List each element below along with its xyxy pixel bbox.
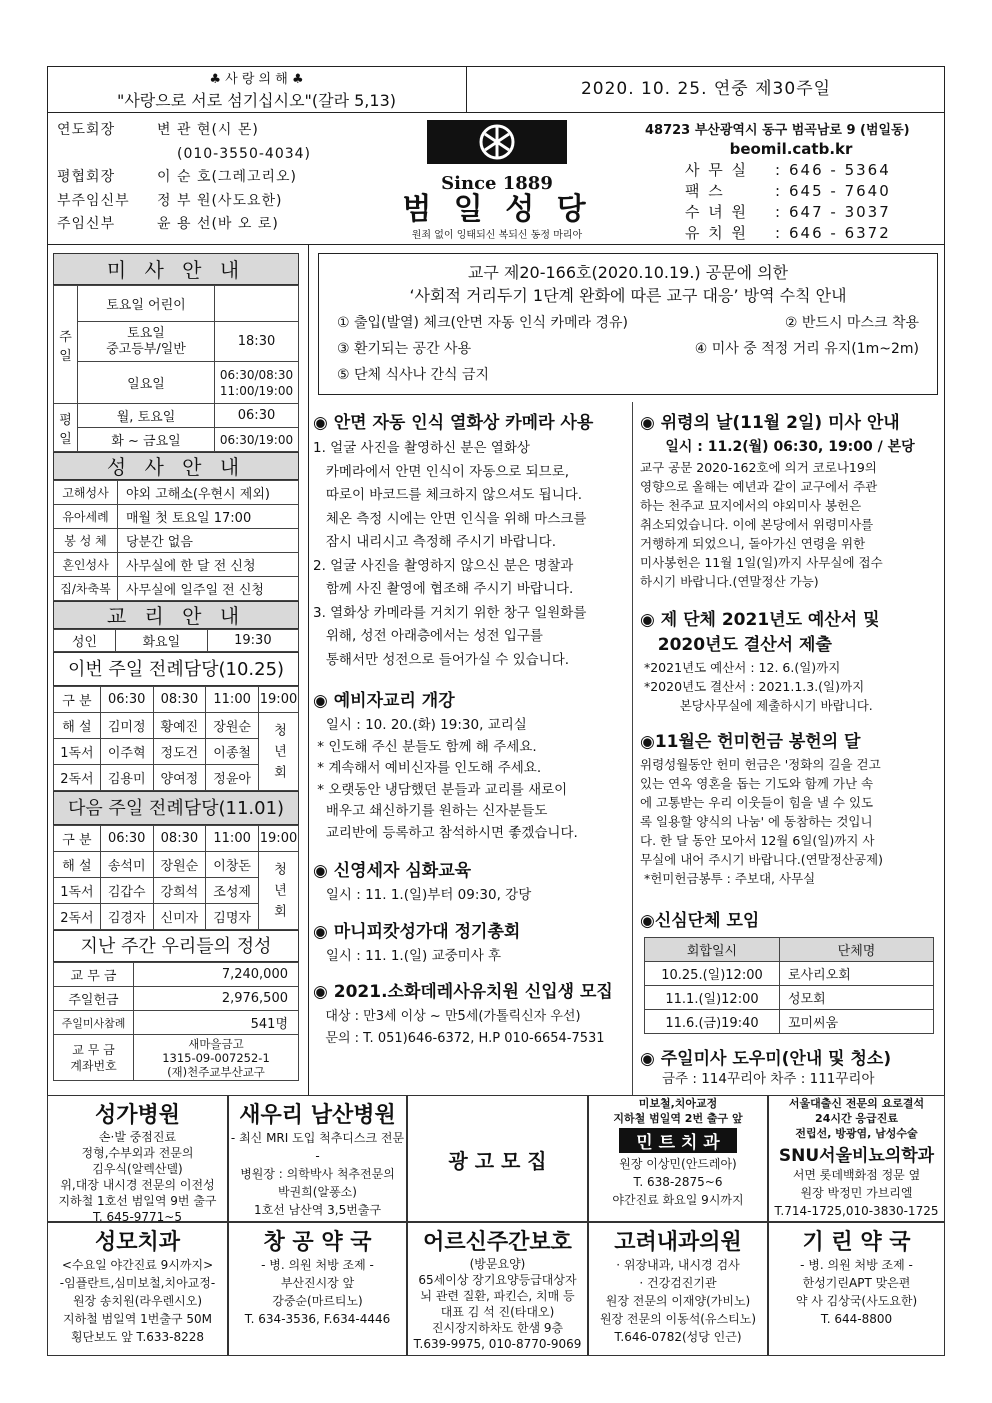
since-label: Since 1889 xyxy=(441,173,553,194)
ad-line: 원장 박정민 가브리엘 xyxy=(800,1186,913,1200)
catechism-table xyxy=(53,629,299,652)
offering-value: 7,240,000 xyxy=(134,963,299,987)
article xyxy=(313,408,631,672)
article-line: 함께 사진 촬영에 협조해 주시기 바랍니다. xyxy=(313,581,574,597)
catechism-day: 화요일 xyxy=(115,630,207,652)
phone-row xyxy=(645,160,937,181)
liturgy-cell: 김미정 xyxy=(100,713,153,739)
staff-name: 이 순 호(그레고리오) xyxy=(157,169,298,185)
contact-block xyxy=(637,113,945,245)
staff-role: 평협회장 xyxy=(57,169,116,185)
article-line: 2. 얼굴 사진을 촬영하지 않으신 분은 명찰과 xyxy=(313,557,574,574)
ad-line: T. 644-8800 xyxy=(820,1312,893,1326)
ad-line: 횡단보도 앞 T.633-8228 xyxy=(70,1330,205,1344)
article-line: 따로이 바코드를 체크하지 않으셔도 됩니다. xyxy=(313,487,583,503)
meeting-table xyxy=(644,937,934,1034)
article-subtitle: 일시 : 11.2(월) 06:30, 19:00 / 본당 xyxy=(665,439,915,455)
liturgy-next-table xyxy=(53,825,299,930)
article-line: 다. 한 달 동안 모아서 12월 6일(일)까지 사 xyxy=(640,833,875,848)
ad-line: 정형,수부외과 전문의 xyxy=(81,1146,194,1160)
article-line: 미사봉헌은 11월 1일(일)까지 사무실에 접수 xyxy=(640,555,883,570)
article-line: 거행하게 되었으니, 돌아가신 연령을 위한 xyxy=(640,536,866,551)
church-name: 범 일 성 당 xyxy=(402,192,592,227)
article-line: * 계속해서 예비신자를 인도해 주세요. xyxy=(313,760,542,776)
phone-colon: : xyxy=(775,224,781,242)
liturgy-this-table xyxy=(53,686,299,791)
ad-line: 부산진시장 앞 xyxy=(280,1276,355,1290)
meeting-row xyxy=(645,962,934,986)
offering-name: 주일미사참례 xyxy=(54,1011,134,1035)
liturgy-cell: 김경자 xyxy=(100,904,153,930)
article-title: ◉ 예비자교리 개강 xyxy=(313,691,455,711)
phone-row xyxy=(645,223,937,244)
sacrament-name: 봉 성 체 xyxy=(54,529,118,553)
staff-role: 부주임신부 xyxy=(57,192,130,209)
meeting-group: 성모회 xyxy=(780,986,934,1010)
article-title: ◉ 안면 자동 인식 열화상 카메라 사용 xyxy=(313,413,594,433)
helpers-title: ◉ 주일미사 도우미(안내 및 청소) xyxy=(640,1049,892,1069)
liturgy-cell: 강희석 xyxy=(153,878,206,904)
article xyxy=(313,686,631,844)
mass-row-time: 06:30 xyxy=(215,404,299,428)
ad-line: 약 사 김상국(사도요한) xyxy=(795,1294,918,1308)
ad-line: 지하철 1호선 범일역 9번 출구 xyxy=(58,1194,217,1208)
ad-box xyxy=(768,1095,945,1222)
issue-date: 2020. 10. 25. 연중 제30주일 xyxy=(580,79,832,99)
mass-row-time: 06:30/19:00 xyxy=(215,428,299,452)
liturgy-cell: 해 설 xyxy=(54,713,101,739)
article-title: ◉ 제 단체 2021년도 예산서 및 2020년도 결산서 제출 xyxy=(640,610,880,655)
staff-row xyxy=(57,166,347,190)
logo-block xyxy=(357,113,637,245)
ad-line: 위,대장 내시경 전문의 이전성 xyxy=(60,1178,215,1192)
helpers-block xyxy=(640,1044,940,1090)
sacrament-row xyxy=(54,481,299,505)
ad-box xyxy=(228,1095,407,1222)
article xyxy=(640,727,940,888)
liturgy-row xyxy=(54,852,299,878)
motto: "사랑으로 서로 섬기십시오"(갈라 5,13) xyxy=(116,91,396,110)
sacrament-name: 유아세례 xyxy=(54,505,118,529)
ad-title: 성모치과 xyxy=(94,1230,180,1255)
mass-row-name: 일요일 xyxy=(78,362,215,404)
ad-line: T. 638-2875~6 xyxy=(633,1175,723,1189)
account-label: 교 무 금 계좌번호 xyxy=(54,1035,134,1081)
phone-colon: : xyxy=(775,161,781,179)
weekday-label: 평 일 xyxy=(54,404,78,452)
ad-top-line: 24시간 응급진료 xyxy=(815,1112,898,1125)
articles-right xyxy=(640,408,940,888)
ad-title: 새우리 남산병원 xyxy=(239,1103,396,1128)
mass-row-time xyxy=(215,286,299,322)
meeting-when: 10.25.(일)12:00 xyxy=(645,962,780,986)
ad-line: 병원장 : 의학박사 척추전문의 xyxy=(240,1167,395,1181)
liturgy-cell: 정윤아 xyxy=(206,765,259,791)
liturgy-header xyxy=(54,826,299,852)
ad-line: (방문요양) xyxy=(469,1257,526,1271)
liturgy-cell: 이종철 xyxy=(206,739,259,765)
liturgy-cell: 1독서 xyxy=(54,739,101,765)
liturgy-cell: 장원순 xyxy=(206,713,259,739)
ad-title: 기 린 약 국 xyxy=(802,1230,911,1255)
ad-title: 고려내과의원 xyxy=(614,1230,742,1255)
article-line: 교구 공문 2020-162호에 의거 코로나19의 xyxy=(640,460,877,475)
liturgy-youth: 청 년 회 xyxy=(259,713,299,791)
article-line: 위령성월동안 헌미 헌금은 '정화의 길을 걷고 xyxy=(640,757,881,772)
article-line: 록 일용할 양식의 나눔' 에 동참하는 것입니 xyxy=(640,814,873,829)
ad-box xyxy=(407,1095,588,1222)
staff-list xyxy=(57,119,347,237)
liturgy-cell: 1독서 xyxy=(54,878,101,904)
phone-label: 사 무 실 xyxy=(685,161,749,179)
liturgy-header xyxy=(54,687,299,713)
liturgy-cell: 김용미 xyxy=(100,765,153,791)
ad-box xyxy=(588,1222,768,1356)
column-divider xyxy=(308,245,309,1095)
sacrament-value: 사무실에 한 달 전 신청 xyxy=(118,553,299,577)
staff-role: 연도회장 xyxy=(57,122,116,138)
article-line: 하시기 바랍니다.(연말정산 가능) xyxy=(640,574,819,589)
liturgy-this-title: 이번 주일 전례담당(10.25) xyxy=(53,652,299,686)
liturgy-header-cell: 구 분 xyxy=(54,826,101,852)
mass-row-name: 월, 토요일 xyxy=(78,404,215,428)
ad-line: - 병. 의원 처방 조제 - xyxy=(800,1258,913,1272)
article-line: * 인도해 주신 분들도 함께 해 주세요. xyxy=(313,738,537,755)
liturgy-cell: 황예진 xyxy=(153,713,206,739)
sacrament-value: 당분간 없음 xyxy=(118,529,299,553)
notice-box xyxy=(318,253,938,395)
article-title: ◉11월은 헌미헌금 봉헌의 달 xyxy=(640,732,861,752)
phone-list xyxy=(645,160,937,244)
article-line: 일시 : 11. 1.(일)부터 09:30, 강당 xyxy=(313,887,532,903)
sacrament-row xyxy=(54,529,299,553)
ad-line: 1호선 남산역 3,5번출구 xyxy=(253,1203,382,1217)
mass-row-name: 화 ~ 금요일 xyxy=(78,428,215,452)
article-line: 대상 : 만3세 이상 ~ 만5세(가톨릭신자 우선) xyxy=(313,1009,581,1024)
liturgy-header-cell: 11:00 xyxy=(206,687,259,713)
notice-line2: ‘사회적 거리두기 1단계 완화에 따른 교구 대응’ 방역 수칙 안내 xyxy=(409,286,847,305)
sacrament-name: 고해성사 xyxy=(54,481,118,505)
liturgy-cell: 신미자 xyxy=(153,904,206,930)
offering-name: 주일헌금 xyxy=(54,987,134,1011)
ad-line: 서면 롯데백화점 정문 옆 xyxy=(792,1168,921,1182)
ad-line: 원장 송치원(라우렌시오) xyxy=(72,1294,203,1308)
notice-line1: 교구 제20-166호(2020.10.19.) 공문에 의한 xyxy=(467,263,789,282)
account-row xyxy=(54,1035,299,1081)
ad-line: T.646-0782(성당 인근) xyxy=(614,1330,742,1344)
liturgy-header-cell: 06:30 xyxy=(100,687,153,713)
staff-row xyxy=(57,213,347,237)
phone-value: 646 - 5364 xyxy=(789,161,891,179)
ad-box xyxy=(407,1222,588,1356)
sacrament-table xyxy=(53,480,299,601)
mass-row-time: 06:30/08:30 11:00/19:00 xyxy=(215,362,299,404)
ad-line: T.714-1725,010-3830-1725 xyxy=(774,1204,939,1218)
ad-box xyxy=(228,1222,407,1356)
staff-role: 주임신부 xyxy=(57,216,116,232)
offering-value: 541명 xyxy=(134,1011,299,1035)
offering-value: 2,976,500 xyxy=(134,987,299,1011)
liturgy-header-cell: 19:00 xyxy=(259,687,299,713)
article-line: 일시 : 10. 20.(화) 19:30, 교리실 xyxy=(313,717,527,733)
ad-line: - 최신 MRI 도입 척추디스크 전문 - xyxy=(230,1131,405,1163)
article-line: 통해서만 성전으로 들어가실 수 있습니다. xyxy=(313,651,570,668)
article-line: 위해, 성전 아래층에서는 성전 입구를 xyxy=(313,628,543,644)
meeting-group: 로사리오회 xyxy=(780,962,934,986)
liturgy-header-cell: 06:30 xyxy=(100,826,153,852)
ad-line: 원장 전문의 이동석(유스티노) xyxy=(599,1312,757,1326)
sacrament-value: 사무실에 일주일 전 신청 xyxy=(118,577,299,601)
staff-block xyxy=(47,113,357,245)
staff-role xyxy=(57,143,157,167)
article-line: 에 고통받는 우리 이웃들이 힘을 낼 수 있도 xyxy=(640,795,874,810)
sacrament-name: 혼인성사 xyxy=(54,553,118,577)
catechism-who: 성인 xyxy=(54,630,116,652)
ad-line: 지하철 범일역 1번출구 50M xyxy=(62,1312,213,1326)
article-line: 3. 열화상 카메라를 거치기 위한 창구 일원화를 xyxy=(313,604,587,621)
ad-line: 박권희(알퐁소) xyxy=(278,1185,357,1199)
liturgy-header-cell: 19:00 xyxy=(259,826,299,852)
ad-top-line: 미보철,치아교정 xyxy=(638,1097,718,1110)
notice-item: ① 출입(발열) 체크(안면 자동 인식 카메라 경유) xyxy=(337,315,629,331)
liturgy-cell: 2독서 xyxy=(54,765,101,791)
ad-line: T. 645-9771~5 xyxy=(93,1210,182,1222)
sunday-label: 주 일 xyxy=(54,286,78,404)
meeting-header-cell: 회합일시 xyxy=(645,938,780,962)
article-line: *헌미헌금봉투 : 주보대, 사무실 xyxy=(640,871,816,886)
mass-row-name: 토요일 중고등부/일반 xyxy=(78,322,215,362)
ad-title: 광 고 모 집 xyxy=(448,1149,547,1173)
ad-box xyxy=(47,1095,228,1222)
liturgy-header-cell: 구 분 xyxy=(54,687,101,713)
article-line: 본당사무실에 제출하시기 바랍니다. xyxy=(640,698,873,713)
meeting-header-cell: 단체명 xyxy=(780,938,934,962)
liturgy-header-cell: 08:30 xyxy=(153,826,206,852)
liturgy-cell: 이창돈 xyxy=(206,852,259,878)
article xyxy=(313,977,631,1049)
meeting-when: 11.6.(금)19:40 xyxy=(645,1010,780,1034)
article-title: ◉ 신영세자 심화교육 xyxy=(313,861,472,881)
ad-line: · 건강검진기관 xyxy=(639,1276,717,1290)
chi-rho-logo-icon xyxy=(422,117,572,169)
ad-line: 뇌 관련 질환, 파킨슨, 치매 등 xyxy=(420,1289,575,1303)
sacrament-row xyxy=(54,577,299,601)
ad-title: SNU서울비뇨의학과 xyxy=(778,1146,935,1166)
article xyxy=(313,856,631,907)
article-line: 교리반에 등록하고 참석하시면 좋겠습니다. xyxy=(313,824,578,841)
meeting-block xyxy=(640,906,940,1034)
meeting-row xyxy=(645,986,934,1010)
meeting-header xyxy=(645,938,934,962)
theme-line: ♣ 사 랑 의 해 ♣ xyxy=(209,72,304,87)
articles-center xyxy=(313,408,631,1049)
liturgy-cell: 양여정 xyxy=(153,765,206,791)
phone-label: 수 녀 원 xyxy=(685,203,749,221)
ad-line: T. 634-3536, F.634-4446 xyxy=(244,1312,391,1326)
ad-line: -임플란트,심미보철,치아교정- xyxy=(59,1276,216,1290)
ad-line: · 위장내과, 내시경 검사 xyxy=(616,1258,740,1272)
liturgy-cell: 조성제 xyxy=(206,878,259,904)
catechism-time: 19:30 xyxy=(207,630,298,652)
ad-line: 손·발 중점진료 xyxy=(98,1130,177,1144)
article-line: 잠시 내리시고 측정해 주시기 바랍니다. xyxy=(313,534,556,550)
liturgy-cell: 2독서 xyxy=(54,904,101,930)
mass-row-time: 18:30 xyxy=(215,322,299,362)
catechism-title: 교 리 안 내 xyxy=(53,601,299,629)
sacrament-row xyxy=(54,505,299,529)
phone-value: 646 - 6372 xyxy=(789,224,891,242)
liturgy-header-cell: 08:30 xyxy=(153,687,206,713)
staff-row xyxy=(57,143,347,167)
liturgy-row xyxy=(54,713,299,739)
article-line: *2020년도 결산서 : 2021.1.3.(일)까지 xyxy=(640,679,865,694)
article-line: 체온 측정 시에는 안면 인식을 위해 마스크를 xyxy=(313,510,587,527)
meeting-group: 꼬미씨움 xyxy=(780,1010,934,1034)
ad-title: 어르신주간보호 xyxy=(423,1230,572,1255)
offering-row xyxy=(54,1011,299,1035)
ad-top-line: 전립선, 방광염, 남성수술 xyxy=(795,1127,918,1140)
mass-row-name: 토요일 어린이 xyxy=(78,286,215,322)
article-line: 일시 : 11. 1.(일) 교중미사 후 xyxy=(313,947,502,964)
ad-line: 대표 김 석 진(타대오) xyxy=(440,1305,555,1319)
mass-table xyxy=(53,285,299,452)
liturgy-cell: 송석미 xyxy=(100,852,153,878)
meeting-title: ◉신심단체 모임 xyxy=(640,911,760,931)
ad-line: 야간진료 화요일 9시까지 xyxy=(612,1193,744,1207)
article-line: 하는 천주교 묘지에서의 야외미사 봉헌은 xyxy=(640,498,862,513)
staff-name: 변 관 현(시 몬) xyxy=(157,122,259,138)
staff-row xyxy=(57,190,347,214)
phone-label: 유 치 원 xyxy=(685,224,749,242)
article-line: *2021년도 예산서 : 12. 6.(일)까지 xyxy=(640,660,841,675)
ad-title: 성가병원 xyxy=(94,1103,180,1128)
phone-row xyxy=(645,181,937,202)
sacrament-value: 매월 첫 토요일 17:00 xyxy=(118,505,299,529)
phone-colon: : xyxy=(775,182,781,200)
notice-item: ③ 환기되는 공간 사용 xyxy=(337,341,472,357)
article-line: 1. 얼굴 사진을 촬영하신 분은 열화상 xyxy=(313,440,530,456)
sacrament-title: 성 사 안 내 xyxy=(53,452,299,480)
article-line: 카메라에서 안면 인식이 자동으로 되므로, xyxy=(313,463,570,480)
ad-top-line: 지하철 범일역 2번 출구 앞 xyxy=(613,1112,743,1125)
ad-box xyxy=(768,1222,945,1356)
ad-title: 민 트 치 과 xyxy=(619,1128,737,1153)
offering-table xyxy=(53,962,299,1081)
mass-title: 미 사 안 내 xyxy=(53,253,299,285)
notice-item: ④ 미사 중 적정 거리 유지(1m~2m) xyxy=(694,341,919,357)
article-divider xyxy=(632,402,633,1095)
ad-line: 김우식(알렉산델) xyxy=(92,1162,183,1176)
liturgy-cell: 이주혁 xyxy=(100,739,153,765)
ad-box xyxy=(47,1222,228,1356)
ad-line: 진시장지하차도 한샘 9층 xyxy=(431,1321,564,1335)
phone-label: 팩 스 xyxy=(685,182,725,200)
notice-item: ⑤ 단체 식사나 간식 금지 xyxy=(337,367,490,383)
article-line: 영향으로 올해는 예년과 같이 교구에서 주관 xyxy=(640,479,878,494)
left-column xyxy=(53,253,299,1081)
article-line: 취소되었습니다. 이에 본당에서 위령미사를 xyxy=(640,517,874,532)
address: 48723 부산광역시 동구 범곡남로 9 (범일동) xyxy=(645,123,910,138)
offering-name: 교 무 금 xyxy=(54,963,134,987)
ad-box xyxy=(588,1095,768,1222)
sacrament-row xyxy=(54,553,299,577)
phone-value: 647 - 3037 xyxy=(789,203,891,221)
article-title: ◉ 마니피캇성가대 정기총회 xyxy=(313,921,521,942)
liturgy-youth: 청 년 회 xyxy=(259,852,299,930)
church-slogan: 원죄 없이 잉태되신 복되신 동정 마리아 xyxy=(411,230,583,241)
ad-line: 65세이상 장기요양등급대상자 xyxy=(418,1273,577,1287)
header-date xyxy=(467,66,945,113)
article xyxy=(313,917,631,968)
article-line: 무실에 내어 주시기 바랍니다.(연말정산공제) xyxy=(640,852,883,867)
liturgy-cell: 정도건 xyxy=(153,739,206,765)
meeting-row xyxy=(645,1010,934,1034)
staff-name: (010-3550-4034) xyxy=(177,145,312,162)
ad-line: 원장 전문의 이재양(가비노) xyxy=(605,1294,751,1308)
ad-title: 창 공 약 국 xyxy=(263,1230,372,1255)
article-line: 문의 : T. 051)646-6372, H.P 010-6654-7531 xyxy=(313,1030,605,1046)
liturgy-cell: 김갑수 xyxy=(100,878,153,904)
article-title: ◉ 2021.소화데레사유치원 신입생 모집 xyxy=(313,982,613,1002)
ad-line: - 병. 의원 처방 조제 - xyxy=(261,1258,374,1272)
website[interactable]: beomil.catb.kr xyxy=(729,140,853,158)
liturgy-header-cell: 11:00 xyxy=(206,826,259,852)
ad-line: T.639-9975, 010-8770-9069 xyxy=(413,1337,582,1351)
liturgy-cell: 김명자 xyxy=(206,904,259,930)
notice-item: ② 반드시 마스크 착용 xyxy=(784,315,919,331)
phone-colon: : xyxy=(775,203,781,221)
ad-line: <수요일 야간진료 9시까지> xyxy=(61,1258,214,1272)
phone-row xyxy=(645,202,937,223)
ad-line: 강중순(마르티노) xyxy=(272,1294,363,1308)
article-line: * 오랫동안 냉담했던 분들과 교리를 새로이 xyxy=(313,781,568,798)
helpers-body: 금주 : 114꾸리아 차주 : 111꾸리아 xyxy=(662,1071,875,1087)
staff-row xyxy=(57,119,347,143)
liturgy-next-title: 다음 주일 전례담당(11.01) xyxy=(53,791,299,825)
offering-row xyxy=(54,963,299,987)
staff-name: 윤 용 선(바 오 로) xyxy=(157,216,279,232)
offering-title: 지난 주간 우리들의 정성 xyxy=(53,930,299,962)
article-line: 배우고 쇄신하기를 원하는 신자분들도 xyxy=(313,803,548,819)
sacrament-name: 집/차축복 xyxy=(54,577,118,601)
article-line: 있는 연옥 영혼을 돕는 기도와 함께 가난 속 xyxy=(640,776,874,791)
ad-line: 원장 이상민(안드레아) xyxy=(619,1157,737,1171)
liturgy-cell: 장원순 xyxy=(153,852,206,878)
article-title: ◉ 위령의 날(11월 2일) 미사 안내 xyxy=(640,413,900,433)
staff-name: 정 부 원(사도요한) xyxy=(157,192,283,209)
sacrament-value: 야외 고해소(우현시 제외) xyxy=(118,481,299,505)
phone-value: 645 - 7640 xyxy=(789,182,891,200)
header-left xyxy=(47,66,467,113)
meeting-when: 11.1.(일)12:00 xyxy=(645,986,780,1010)
account-value: 새마을금고 1315-09-007252-1 (재)천주교부산교구 xyxy=(134,1035,299,1081)
ad-top-line: 서울대출신 전문의 요로결석 xyxy=(788,1097,925,1110)
article xyxy=(640,605,940,715)
liturgy-cell: 해 설 xyxy=(54,852,101,878)
offering-row xyxy=(54,987,299,1011)
article xyxy=(640,408,940,591)
ad-line: 한성기린APT 맞은편 xyxy=(802,1276,911,1290)
